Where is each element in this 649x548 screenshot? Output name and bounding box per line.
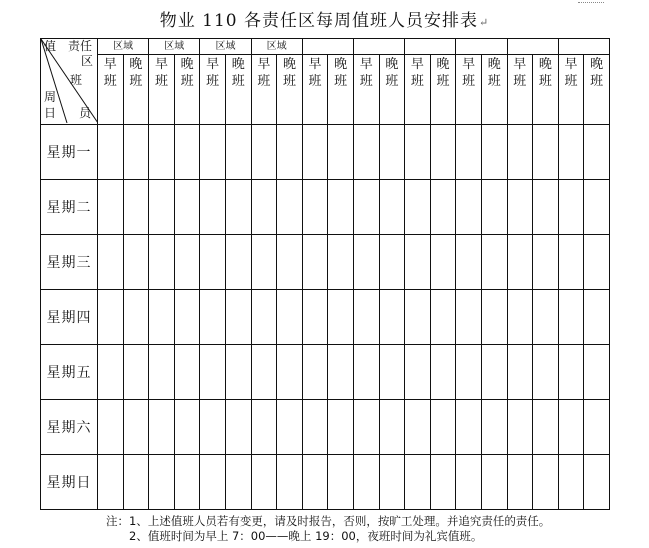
- schedule-entry-cell[interactable]: [405, 290, 431, 345]
- schedule-entry-cell[interactable]: [481, 345, 507, 400]
- title-text: 物业 110 各责任区每周值班人员安排表: [159, 11, 479, 31]
- zone-header-cell: [98, 39, 149, 55]
- schedule-entry-cell[interactable]: [584, 400, 610, 455]
- shift-char: 班: [436, 74, 450, 89]
- shift-char: 班: [129, 74, 143, 89]
- corner-label-shift: 班: [70, 73, 83, 87]
- day-name-cell: [41, 180, 98, 235]
- schedule-entry-cell[interactable]: [200, 290, 226, 345]
- shift-char: 班: [103, 74, 117, 89]
- shift-char: 晚: [538, 57, 552, 72]
- shift-char: 早: [257, 57, 271, 72]
- shift-header-evening: [328, 55, 354, 125]
- zone-header-cell: [200, 39, 251, 55]
- schedule-entry-cell[interactable]: [328, 400, 354, 455]
- schedule-entry-cell[interactable]: [328, 235, 354, 290]
- corner-label-week: 周: [44, 90, 57, 104]
- day-name: 星期五: [46, 365, 92, 381]
- margin-crop-mark: [578, 2, 604, 5]
- schedule-entry-cell[interactable]: [353, 235, 379, 290]
- schedule-entry-cell[interactable]: [302, 400, 328, 455]
- schedule-entry-cell[interactable]: [584, 235, 610, 290]
- schedule-entry-cell[interactable]: [456, 400, 482, 455]
- schedule-entry-cell[interactable]: [225, 235, 251, 290]
- shift-char: 早: [103, 57, 117, 72]
- day-name-cell: [41, 290, 98, 345]
- shift-header-evening: [277, 55, 303, 125]
- shift-header-evening: [379, 55, 405, 125]
- schedule-entry-cell[interactable]: [149, 180, 175, 235]
- schedule-entry-cell[interactable]: [251, 455, 277, 510]
- schedule-entry-cell[interactable]: [558, 235, 584, 290]
- zone-label: 区域: [215, 41, 236, 52]
- schedule-entry-cell[interactable]: [98, 180, 124, 235]
- schedule-entry-cell[interactable]: [558, 455, 584, 510]
- note-line-1: 注：1、上述值班人员若有变更，请及时报告，否则，按旷工处理。并追究责任的责任。: [106, 514, 551, 528]
- schedule-entry-cell[interactable]: [328, 345, 354, 400]
- shift-header-evening: [584, 55, 610, 125]
- schedule-entry-cell[interactable]: [405, 235, 431, 290]
- schedule-entry-cell[interactable]: [481, 180, 507, 235]
- schedule-entry-cell[interactable]: [328, 290, 354, 345]
- shift-char: 班: [154, 74, 168, 89]
- zone-header-cell: [558, 39, 609, 55]
- day-name: 星期六: [46, 420, 92, 436]
- schedule-entry-cell[interactable]: [379, 235, 405, 290]
- schedule-entry-cell[interactable]: [533, 125, 559, 180]
- schedule-entry-cell[interactable]: [379, 290, 405, 345]
- schedule-entry-cell[interactable]: [251, 400, 277, 455]
- table-row: [41, 180, 610, 235]
- schedule-entry-cell[interactable]: [277, 455, 303, 510]
- schedule-entry-cell[interactable]: [277, 400, 303, 455]
- schedule-entry-cell[interactable]: [200, 180, 226, 235]
- schedule-entry-cell[interactable]: [123, 180, 149, 235]
- schedule-entry-cell[interactable]: [430, 235, 456, 290]
- shift-header-morning: [149, 55, 175, 125]
- corner-header-cell: [41, 39, 98, 125]
- schedule-entry-cell[interactable]: [225, 290, 251, 345]
- shift-char: 晚: [282, 57, 296, 72]
- shift-char: 班: [282, 74, 296, 89]
- schedule-entry-cell[interactable]: [584, 345, 610, 400]
- schedule-entry-cell[interactable]: [251, 125, 277, 180]
- shift-char: 班: [590, 74, 604, 89]
- notes-block: [106, 514, 550, 544]
- schedule-entry-cell[interactable]: [98, 125, 124, 180]
- schedule-entry-cell[interactable]: [353, 180, 379, 235]
- zone-header-cell: [353, 39, 404, 55]
- schedule-entry-cell[interactable]: [481, 290, 507, 345]
- shift-header-morning: [456, 55, 482, 125]
- schedule-entry-cell[interactable]: [507, 455, 533, 510]
- shift-char: 晚: [231, 57, 245, 72]
- schedule-entry-cell[interactable]: [584, 455, 610, 510]
- schedule-entry-cell[interactable]: [123, 400, 149, 455]
- page-title: [0, 6, 649, 31]
- shift-char: 晚: [487, 57, 501, 72]
- schedule-entry-cell[interactable]: [123, 455, 149, 510]
- schedule-entry-cell[interactable]: [430, 290, 456, 345]
- schedule-entry-cell[interactable]: [379, 345, 405, 400]
- schedule-entry-cell[interactable]: [353, 345, 379, 400]
- schedule-entry-cell[interactable]: [174, 235, 200, 290]
- corner-label-duty: 值: [44, 39, 57, 53]
- shift-char: 晚: [180, 57, 194, 72]
- schedule-entry-cell[interactable]: [353, 455, 379, 510]
- schedule-entry-cell[interactable]: [328, 180, 354, 235]
- schedule-entry-cell[interactable]: [405, 455, 431, 510]
- schedule-entry-cell[interactable]: [225, 400, 251, 455]
- schedule-entry-cell[interactable]: [149, 455, 175, 510]
- schedule-entry-cell[interactable]: [430, 400, 456, 455]
- schedule-entry-cell[interactable]: [149, 235, 175, 290]
- schedule-entry-cell[interactable]: [456, 455, 482, 510]
- shift-char: 班: [462, 74, 476, 89]
- schedule-entry-cell[interactable]: [200, 400, 226, 455]
- schedule-entry-cell[interactable]: [98, 290, 124, 345]
- day-name: 星期四: [46, 310, 92, 326]
- schedule-entry-cell[interactable]: [123, 345, 149, 400]
- schedule-entry-cell[interactable]: [533, 290, 559, 345]
- shift-header-evening: [225, 55, 251, 125]
- schedule-entry-cell[interactable]: [507, 290, 533, 345]
- schedule-entry-cell[interactable]: [558, 290, 584, 345]
- schedule-entry-cell[interactable]: [277, 235, 303, 290]
- schedule-entry-cell[interactable]: [123, 125, 149, 180]
- schedule-entry-cell[interactable]: [225, 125, 251, 180]
- schedule-entry-cell[interactable]: [302, 290, 328, 345]
- schedule-entry-cell[interactable]: [558, 180, 584, 235]
- schedule-entry-cell[interactable]: [353, 400, 379, 455]
- corner-label-area: 区: [81, 54, 94, 68]
- shift-char: 晚: [334, 57, 348, 72]
- corner-label-staff: 员: [79, 106, 92, 120]
- schedule-entry-cell[interactable]: [456, 180, 482, 235]
- schedule-entry-cell[interactable]: [251, 290, 277, 345]
- schedule-entry-cell[interactable]: [558, 125, 584, 180]
- shift-char: 班: [564, 74, 578, 89]
- schedule-entry-cell[interactable]: [302, 180, 328, 235]
- schedule-entry-cell[interactable]: [558, 345, 584, 400]
- day-name-cell: [41, 345, 98, 400]
- table-row: [41, 290, 610, 345]
- shift-char: 班: [308, 74, 322, 89]
- schedule-entry-cell[interactable]: [558, 400, 584, 455]
- zone-header-cell: [405, 39, 456, 55]
- schedule-entry-cell[interactable]: [98, 345, 124, 400]
- schedule-entry-cell[interactable]: [456, 345, 482, 400]
- shift-char: 早: [462, 57, 476, 72]
- shift-char: 班: [410, 74, 424, 89]
- schedule-entry-cell[interactable]: [353, 290, 379, 345]
- schedule-entry-cell[interactable]: [507, 400, 533, 455]
- day-name: 星期二: [46, 200, 92, 216]
- shift-header-morning: [200, 55, 226, 125]
- shift-char: 班: [538, 74, 552, 89]
- schedule-entry-cell[interactable]: [123, 235, 149, 290]
- shift-char: 班: [359, 74, 373, 89]
- shift-char: 早: [513, 57, 527, 72]
- table-row: [41, 455, 610, 510]
- schedule-entry-cell[interactable]: [277, 290, 303, 345]
- schedule-entry-cell[interactable]: [225, 345, 251, 400]
- schedule-entry-cell[interactable]: [251, 180, 277, 235]
- day-name: 星期三: [46, 255, 92, 271]
- shift-char: 早: [308, 57, 322, 72]
- schedule-entry-cell[interactable]: [225, 455, 251, 510]
- schedule-entry-cell[interactable]: [507, 180, 533, 235]
- shift-char: 晚: [590, 57, 604, 72]
- zone-header-cell: [507, 39, 558, 55]
- shift-char: 早: [359, 57, 373, 72]
- shift-header-evening: [481, 55, 507, 125]
- schedule-entry-cell[interactable]: [149, 400, 175, 455]
- shift-header-morning: [558, 55, 584, 125]
- duty-schedule-table: [40, 38, 610, 510]
- schedule-entry-cell[interactable]: [430, 455, 456, 510]
- day-name: 星期日: [46, 475, 92, 491]
- shift-char: 晚: [436, 57, 450, 72]
- schedule-entry-cell[interactable]: [507, 235, 533, 290]
- schedule-entry-cell[interactable]: [174, 125, 200, 180]
- schedule-entry-cell[interactable]: [533, 235, 559, 290]
- schedule-entry-cell[interactable]: [481, 235, 507, 290]
- schedule-entry-cell[interactable]: [379, 125, 405, 180]
- shift-char: 班: [513, 74, 527, 89]
- schedule-entry-cell[interactable]: [149, 125, 175, 180]
- schedule-entry-cell[interactable]: [430, 345, 456, 400]
- schedule-entry-cell[interactable]: [251, 235, 277, 290]
- shift-header-morning: [302, 55, 328, 125]
- schedule-entry-cell[interactable]: [302, 345, 328, 400]
- schedule-entry-cell[interactable]: [405, 400, 431, 455]
- schedule-entry-cell[interactable]: [379, 455, 405, 510]
- schedule-entry-cell[interactable]: [302, 125, 328, 180]
- schedule-entry-cell[interactable]: [174, 400, 200, 455]
- shift-header-evening: [123, 55, 149, 125]
- table-row: [41, 345, 610, 400]
- schedule-entry-cell[interactable]: [456, 125, 482, 180]
- schedule-entry-cell[interactable]: [353, 125, 379, 180]
- schedule-entry-cell[interactable]: [200, 235, 226, 290]
- schedule-entry-cell[interactable]: [98, 235, 124, 290]
- zone-label: 区域: [266, 41, 287, 52]
- schedule-entry-cell[interactable]: [200, 125, 226, 180]
- schedule-entry-cell[interactable]: [379, 180, 405, 235]
- schedule-entry-cell[interactable]: [584, 290, 610, 345]
- shift-char: 班: [385, 74, 399, 89]
- schedule-entry-cell[interactable]: [149, 345, 175, 400]
- shift-char: 班: [180, 74, 194, 89]
- schedule-entry-cell[interactable]: [200, 345, 226, 400]
- schedule-entry-cell[interactable]: [379, 400, 405, 455]
- schedule-entry-cell[interactable]: [430, 180, 456, 235]
- shift-char: 晚: [129, 57, 143, 72]
- schedule-entry-cell[interactable]: [405, 125, 431, 180]
- schedule-entry-cell[interactable]: [174, 345, 200, 400]
- day-name-cell: [41, 400, 98, 455]
- schedule-entry-cell[interactable]: [328, 455, 354, 510]
- shift-header-morning: [251, 55, 277, 125]
- shift-header-morning: [507, 55, 533, 125]
- zone-header-cell: [456, 39, 507, 55]
- day-name-cell: [41, 125, 98, 180]
- schedule-entry-cell[interactable]: [277, 180, 303, 235]
- schedule-entry-cell[interactable]: [302, 455, 328, 510]
- schedule-entry-cell[interactable]: [456, 235, 482, 290]
- note-line-2: 2、值班时间为早上 7：00——晚上 19：00，夜班时间为礼宾值班。: [129, 529, 483, 543]
- zone-label: 区域: [164, 41, 185, 52]
- table-row: [41, 235, 610, 290]
- zone-header-cell: [149, 39, 200, 55]
- zone-label: 区域: [113, 41, 134, 52]
- shift-header-evening: [174, 55, 200, 125]
- corner-label-day: 日: [44, 106, 57, 120]
- shift-char: 早: [206, 57, 220, 72]
- shift-header-morning: [98, 55, 124, 125]
- schedule-entry-cell[interactable]: [251, 345, 277, 400]
- schedule-entry-cell[interactable]: [533, 400, 559, 455]
- schedule-entry-cell[interactable]: [98, 455, 124, 510]
- shift-header-evening: [533, 55, 559, 125]
- schedule-entry-cell[interactable]: [533, 455, 559, 510]
- shift-header-evening: [430, 55, 456, 125]
- shift-char: 班: [257, 74, 271, 89]
- paragraph-mark-icon: ↵: [479, 16, 490, 29]
- schedule-entry-cell[interactable]: [174, 290, 200, 345]
- schedule-entry-cell[interactable]: [507, 125, 533, 180]
- shift-header-morning: [405, 55, 431, 125]
- table-row: [41, 400, 610, 455]
- schedule-entry-cell[interactable]: [328, 125, 354, 180]
- day-name-cell: [41, 455, 98, 510]
- schedule-entry-cell[interactable]: [481, 125, 507, 180]
- schedule-entry-cell[interactable]: [507, 345, 533, 400]
- shift-char: 晚: [385, 57, 399, 72]
- schedule-entry-cell[interactable]: [456, 290, 482, 345]
- shift-char: 班: [334, 74, 348, 89]
- schedule-entry-cell[interactable]: [200, 455, 226, 510]
- schedule-entry-cell[interactable]: [277, 345, 303, 400]
- schedule-entry-cell[interactable]: [533, 180, 559, 235]
- shift-char: 班: [231, 74, 245, 89]
- corner-label-responsibility: 责任: [68, 39, 93, 53]
- shift-header-morning: [353, 55, 379, 125]
- table-row: [41, 125, 610, 180]
- day-name-cell: [41, 235, 98, 290]
- shift-char: 早: [154, 57, 168, 72]
- zone-header-cell: [251, 39, 302, 55]
- schedule-entry-cell[interactable]: [405, 345, 431, 400]
- schedule-entry-cell[interactable]: [481, 455, 507, 510]
- schedule-entry-cell[interactable]: [123, 290, 149, 345]
- schedule-entry-cell[interactable]: [98, 400, 124, 455]
- schedule-entry-cell[interactable]: [584, 125, 610, 180]
- schedule-entry-cell[interactable]: [481, 400, 507, 455]
- shift-char: 早: [410, 57, 424, 72]
- day-name: 星期一: [46, 145, 92, 161]
- shift-char: 班: [487, 74, 501, 89]
- schedule-entry-cell[interactable]: [584, 180, 610, 235]
- schedule-entry-cell[interactable]: [430, 125, 456, 180]
- schedule-entry-cell[interactable]: [302, 235, 328, 290]
- schedule-entry-cell[interactable]: [405, 180, 431, 235]
- schedule-entry-cell[interactable]: [225, 180, 251, 235]
- shift-char: 班: [206, 74, 220, 89]
- schedule-entry-cell[interactable]: [277, 125, 303, 180]
- schedule-entry-cell[interactable]: [533, 345, 559, 400]
- zone-header-cell: [302, 39, 353, 55]
- schedule-entry-cell[interactable]: [174, 180, 200, 235]
- shift-char: 早: [564, 57, 578, 72]
- schedule-entry-cell[interactable]: [174, 455, 200, 510]
- schedule-entry-cell[interactable]: [149, 290, 175, 345]
